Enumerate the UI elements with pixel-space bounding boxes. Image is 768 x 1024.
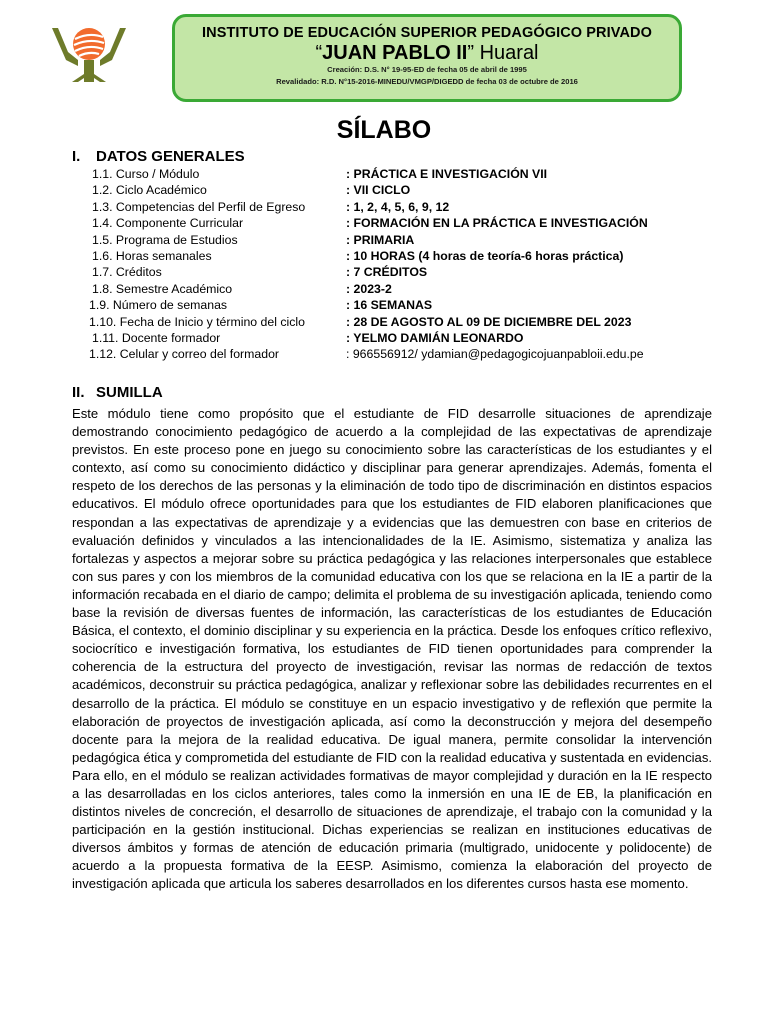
general-data-label: 1.8. Semestre Académico	[92, 281, 233, 296]
section-heading-sumilla	[72, 384, 163, 401]
general-data-label: 1.2. Ciclo Académico	[92, 183, 207, 198]
logo-base-right	[94, 74, 106, 82]
general-data-value: : 28 DE AGOSTO AL 09 DE DICIEMBRE DEL 2023	[346, 314, 632, 329]
general-data-label: 1.5. Programa de Estudios	[92, 232, 238, 247]
page-title: SÍLABO	[336, 116, 432, 144]
brand-bold: JUAN PABLO II	[322, 42, 468, 64]
general-data-value: : YELMO DAMIÁN LEONARDO	[346, 331, 524, 345]
general-data-value: : 16 SEMANAS	[346, 298, 433, 313]
general-data-label: 1.4. Componente Curricular	[92, 216, 244, 231]
sumilla-paragraph: Este módulo tiene como propósito que el estudiante de FID desarrolle situaciones de aprendizaje demostrando conocimiento pedagógico de acuerdo a la complejidad de las expectativas de aprendizaje previstos. En este proceso pone en juego su conocimiento sobre las características de los estudiantes y el contexto, así como su conocimiento didáctico y disciplinar para generar aprendizajes. Además, fomenta el respeto de los derechos de las personas y la eliminación de todo tipo de discriminación en distintos espacios educativos. El módulo ofrece oportunidades para que los estudiantes de FID elaboren planificaciones que respondan a las expectativas de aprendizaje y a evidencias que las demuestren con base en criterios de evaluación definidos y vinculados a las intencionalidades de la IE. Asimismo, sistematiza y analiza las fortalezas y aspectos a mejorar sobre su práctica pedagógica y las relaciones interpersonales que establece con sus pares y con los miembros de la comunidad educativa con los que se relaciona en la IE a partir de la información recabada en el diario de campo; delimita el problema de su investigación aplicada, teniendo como base la revisión de diversas fuentes de información, las características de los estudiantes de Educación Básica, el contexto, el dominio disciplinar y su experiencia en la práctica. Desde los enfoques crítico reflexivo, sociocrítico e investigación formativa, los estudiantes de FID tienen oportunidades para comprender la coherencia de la estructura del proyecto de investigación, revisar las normas de redacción de textos académicos, deconstruir su práctica pedagógica, analizar y reflexionar sobre las debilidades recurrentes en el desarrollo de la práctica. El módulo se constituye en un espacio investigativo y de reflexión que permite la elaboración de proyectos de investigación aplicada, así como la deconstrucción y mejora del desempeño docente para la mejora de la realidad educativa. De igual manera, permite consolidar la intervención pedagógica ética y comprometida del estudiante de FID con la realidad educativa y sustentada en evidencias. Para ello, en el módulo se realizan actividades formativas de mayor complejidad y duración en la IE respecto a las desarrolladas en los ciclos anteriores, tales como la inmersión en una IE de EB, la planificación en distintos niveles de concreción, el desarrollo de situaciones de aprendizaje, el trabajo con la comunidad y la participación en la gestión institucional. Dichas experiencias se realizan en instituciones educativas de diversos ámbitos y formas de atención de educación primaria (multigrado, unidocente y polidocente) de acuerdo a la propuesta formativa de la EESP. Asimismo, comienza la elaboración del proyecto de investigación aplicada que articula los saberes desarrollados en los diferentes cursos hasta ese momento.	[72, 406, 712, 892]
logo-base-left	[72, 74, 84, 82]
section-heading-datos-generales	[72, 148, 245, 165]
creation-line: Creación: D.S. N° 19-95-ED de fecha 05 de abril de 1995	[327, 65, 527, 74]
general-data-value: : PRIMARIA	[346, 232, 415, 247]
general-data-value: : 1, 2, 4, 5, 6, 9, 12	[346, 199, 450, 214]
brand-place: Huaral	[474, 42, 539, 64]
revalidation-line: Revalidado: R.D. N°15-2016-MINEDU/VMGP/DIGEDD de fecha 03 de octubre de 2016	[276, 77, 578, 86]
institute-header	[172, 14, 682, 102]
general-data-label: 1.1. Curso / Módulo	[92, 167, 200, 181]
institute-name: INSTITUTO DE EDUCACIÓN SUPERIOR PEDAGÓGICO PRIVADO	[202, 25, 652, 41]
general-data-value: : 10 HORAS (4 horas de teoría-6 horas práctica)	[346, 249, 624, 263]
general-data-label: 1.11. Docente formador	[92, 331, 221, 345]
section-number: II.	[72, 384, 85, 401]
general-data-value: : FORMACIÓN EN LA PRÁCTICA E INVESTIGACIÓN	[346, 216, 648, 231]
general-data-value: : VII CICLO	[346, 183, 411, 198]
general-data-value: : 966556912/ ydamian@pedagogicojuanpabloii.edu.pe	[346, 347, 644, 362]
institute-logo	[48, 22, 130, 82]
general-data-value: : PRÁCTICA E INVESTIGACIÓN VII	[346, 167, 548, 181]
open-quote: “	[315, 42, 323, 64]
general-data-label: 1.3. Competencias del Perfil de Egreso	[92, 199, 306, 214]
section-title: DATOS GENERALES	[96, 148, 245, 165]
general-data-value: : 2023-2	[346, 281, 392, 296]
logo-stem	[84, 60, 94, 82]
general-data-label: 1.10. Fecha de Inicio y término del ciclo	[89, 314, 305, 329]
close-quote: ”	[467, 42, 475, 64]
general-data-value: : 7 CRÉDITOS	[346, 265, 428, 280]
section-number: I.	[72, 148, 81, 165]
general-data-label: 1.7. Créditos	[92, 265, 162, 280]
section-title: SUMILLA	[96, 384, 163, 401]
general-data-label: 1.12. Celular y correo del formador	[89, 347, 280, 362]
general-data-label: 1.9. Número de semanas	[89, 298, 228, 313]
institute-brand	[175, 42, 679, 64]
general-data-label: 1.6. Horas semanales	[92, 249, 212, 263]
